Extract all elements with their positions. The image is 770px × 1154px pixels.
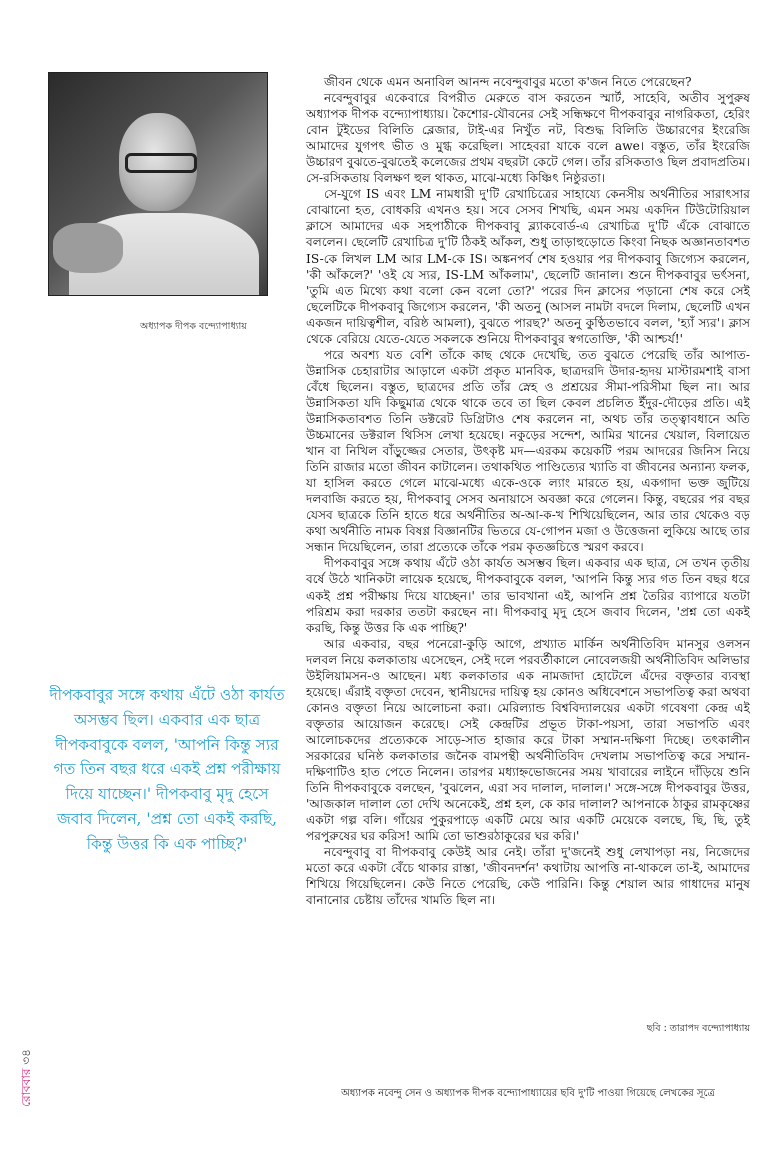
- paragraph: নবেন্দুবাবুর একেবারে বিপরীত মেরুতে বাস করতেন স্মার্ট, সাহেবি, অতীব সুপুরুষ অধ্যাপক দীপক বন্দ্যোপাধ্যায়। কৈশোর-যৌবনের সেই সন্ধিক্ষণে দীপকবাবুর নাগরিকতা, হেরিং বোন টুইডের বিলিতি ব্লেজার, টাই-এর নিখুঁত নট, বিশুদ্ধ বিলিতি উচ্চারণের ইংরেজি আমাদের যুগপৎ ভীত ও মুগ্ধ করেছিল। সাহেবরা যাকে বলে awe। বস্তুত, তাঁর ইংরেজি উচ্চারণ বুঝতে-বুঝতেই কলেজের প্রথম বছরটা কেটে গেল। তাঁর রসিকতাও ছিল প্রবাদপ্রতিম। সে-রসিকতায় বিলক্ষণ হুল থাকত, মাঝে-মধ্যে কিঞ্চিৎ নিষ্ঠুরতা।: [306, 91, 750, 186]
- paragraph: আর একবার, বছর পনেরো-কুড়ি আগে, প্রখ্যাত মার্কিন অর্থনীতিবিদ মানসুর ওলসন দলবল নিয়ে কলকাতায় এসেছেন, সেই দলে পরবর্তীকালে নোবেলজয়ী অর্থনীতিবিদ অলিভার উইলিয়ামসন-ও আছেন। মধ্য কলকাতার এক নামজাদা হোটেলে এঁদের বক্তৃতার ব্যবস্থা হয়েছে। এঁরাই বক্তৃতা দেবেন, স্থানীয়দের দায়িত্ব হয় কোনও অধিবেশনে সভাপতিত্ব করা অথবা কোনও বক্তৃতা নিয়ে আলোচনা করা। মেরিল্যান্ড বিশ্ববিদ্যালয়ের একটা গবেষণা কেন্দ্র এই বক্তৃতার আয়োজন করেছে। সেই কেন্দ্রটির প্রভূত টাকা-পয়সা, তারা সভাপতি এবং আলোচকদের প্রত্যেককে সাড়ে-সাত হাজার করে টাকা সম্মান-দক্ষিণা দিচ্ছে। তৎকালীন সরকারের ঘনিষ্ঠ কলকাতার জনৈক বামপন্থী অর্থনীতিবিদ দেখলাম সভাপতিত্ব করে সম্মান-দক্ষিণাটিও হাত পেতে নিলেন। তারপর মধ্যাহ্নভোজনের সময় খাবারের লাইনে দাঁড়িয়ে শুনি তিনি দীপকবাবুকে বলছেন, 'বুঝলেন, এরা সব দালাল, দালাল।' সঙ্গে-সঙ্গে দীপকবাবুর উত্তর, 'আজকাল দালাল তো দেখি অনেকেই, প্রশ্ন হল, কে কার দালাল? আপনাকে ঠাকুর রামকৃষ্ণের একটা গল্প বলি। গাঁয়ের পুকুরপাড়ে একটি মেয়ে আর একটি মেয়েকে বলছে, ছি, ছি, তুই পরপুরুষের ঘর করিস! আমি তো ভাশুরঠাকুরের ঘর করি।': [306, 636, 750, 844]
- magazine-name: রোববার: [19, 1068, 33, 1107]
- footer-caption: অধ্যাপক নবেন্দু সেন ও অধ্যাপক দীপক বন্দ্যোপাধ্যায়ের ছবি দু'টি পাওয়া গিয়েছে লেখকের সূত্রে: [341, 1088, 715, 1099]
- paragraph: পরে অবশ্য যত বেশি তাঁকে কাছ থেকে দেখেছি, তত বুঝতে পেরেছি তাঁর আপাত-উন্নাসিক চেহারাটার আড়ালে একটা প্রকৃত মানবিক, ছাত্রদরদি উদার-হৃদয় মাস্টারমশাই বাসা বেঁধে ছিলেন। বস্তুত, ছাত্রদের প্রতি তাঁর স্নেহ ও প্রশ্রয়ের সীমা-পরিসীমা ছিল না। আর উন্নাসিকতা যদি কিছুমাত্র থেকে থাকে তবে তা ছিল কেবল প্রচলিত ইঁদুর-দৌড়ের প্রতি। এই উন্নাসিকতাবশত তিনি ডক্টরেট ডিগ্রিটাও শেষ করলেন না, অথচ তাঁর তত্ত্বাবধানে অতি উচ্চমানের ডক্টরাল থিসিস লেখা হয়েছে। নকুড়ের সন্দেশ, আমির খানের খেয়াল, বিলায়েত খান বা নিখিল বাঁড়ুজ্জের সেতার, উৎকৃষ্ট মদ—এরকম কয়েকটি পরম আদরের জিনিস নিয়ে তিনি রাজার মতো জীবন কাটালেন। তথাকথিত পাণ্ডিত্যের খ্যাতি বা জীবনের অন্যান্য ফলক, যা হাসিল করতে গেলে মাঝে-মধ্যে একে-ওকে ল্যাং মারতে হয়, একগাদা ভক্ত জুটিয়ে দলবাজি করতে হয়, দীপকবাবু সেসব অনায়াসে অবজ্ঞা করে গেলেন। কিন্তু, বছরের পর বছর যেসব ছাত্রকে তিনি হাতে ধরে অর্থনীতির অ-আ-ক-খ শিখিয়েছিলেন, আর তার থেকেও বড় কথা অর্থনীতি নামক বিষণ্ণ বিজ্ঞানটির ভিতরে যে-গোপন মজা ও উত্তেজনা লুকিয়ে আছে তার সন্ধান দিয়েছিলেন, তারা প্রত্যেকে তাঁকে পরম কৃতজ্ঞচিত্তে স্মরণ করবে।: [306, 347, 750, 555]
- paragraph: সে-যুগে IS এবং LM নামধারী দু'টি রেখাচিত্রের সাহায্যে কেনসীয় অর্থনীতির সারাৎসার বোঝানো হত, বোধকরি এখনও হয়। সবে সেসব শিখছি, এমন সময় একদিন টিউটোরিয়াল ক্লাসে আমাদের এক সহপাঠীকে দীপকবাবু ব্ল্যাকবোর্ড-এ রেখাচিত্র দু'টি এঁকে বোঝাতে বললেন। ছেলেটি রেখাচিত্র দু'টি ঠিকই আঁকল, শুধু তাড়াহুড়োতে কিংবা নিছক অজ্ঞানতাবশত IS-কে লিখল LM আর LM-কে IS। অঙ্কনপর্ব শেষ হওয়ার পর দীপকবাবু জিগ্যেস করলেন, 'কী আঁকলে?' 'ওই যে স্যর, IS-LM আঁকলাম', ছেলেটি জানাল। শুনে দীপকবাবুর ভর্ৎসনা, 'তুমি এত মিথ্যে কথা বলো কেন বলো তো?' পরের দিন ক্লাসের পড়ানো শেষ করে সেই ছেলেটিকে দীপকবাবু জিগ্যেস করলেন, 'কী অতনু (আসল নামটা বদলে দিলাম, ছেলেটি এখন একজন দায়িত্বশীল, বরিষ্ঠ আমলা), বুঝতে পারছ?' অতনু কুণ্ঠিতভাবে বলল, 'হ্যাঁ স্যর'। ক্লাস থেকে বেরিয়ে যেতে-যেতে সকলকে শুনিয়ে দীপকবাবুর স্বগতোক্তি, 'কী আশ্চর্য!': [306, 187, 750, 346]
- portrait-hand: [53, 223, 123, 273]
- portrait-photo: [48, 72, 268, 296]
- page-folio: [20, 1018, 36, 1138]
- photo-credit: ছবি : তারাপদ বন্দ্যোপাধ্যায়: [646, 1023, 750, 1034]
- paragraph: জীবন থেকে এমন অনাবিল আনন্দ নবেন্দুবাবুর মতো ক'জন নিতে পেরেছেন?: [324, 75, 692, 89]
- portrait-glasses: [125, 153, 197, 173]
- pull-quote: দীপকবাবুর সঙ্গে কথায় এঁটে ওঠা কার্যত অসম্ভব ছিল। একবার এক ছাত্র দীপকবাবুকে বলল, 'আপনি কিন্তু স্যর গত তিন বছর ধরে একই প্রশ্ন পরীক্ষায় দিয়ে যাচ্ছেন।' দীপকবাবু মৃদু হেসে জবাব দিলেন, 'প্রশ্ন তো একই করছি, কিন্তু উত্তর কি এক পাচ্ছি?': [49, 686, 285, 853]
- page-number: ৩৪: [19, 1049, 33, 1065]
- paragraph: নবেন্দুবাবু বা দীপকবাবু কেউই আর নেই। তাঁরা দু'জনেই শুধু লেখাপড়া নয়, নিজেদের মতো করে একটা বেঁচে থাকার রাস্তা, 'জীবনদর্শন' কথাটায় আপত্তি না-থাকলে তা-ই, আমাদের শিখিয়ে গিয়েছিলেন। কেউ নিতে পেরেছি, কেউ পারিনি। কিন্তু শেয়াল আর গাধাদের মানুষ বানানোর চেষ্টায় তাঁদের খামতি ছিল না।: [306, 845, 750, 908]
- article-body: [306, 74, 750, 908]
- photo-caption: অধ্যাপক দীপক বন্দ্যোপাধ্যায়: [140, 321, 247, 332]
- paragraph: দীপকবাবুর সঙ্গে কথায় এঁটে ওঠা কার্যত অসম্ভব ছিল। একবার এক ছাত্র, সে তখন তৃতীয় বর্ষে উঠে খানিকটা লায়েক হয়েছে, দীপকবাবুকে বলল, 'আপনি কিন্তু স্যর গত তিন বছর ধরে একই প্রশ্ন পরীক্ষায় দিয়ে যাচ্ছেন।' তার ভাবখানা এই, আপনি প্রশ্ন তৈরির ব্যাপারে যতটা পরিশ্রম করা দরকার ততটা করছেন না। দীপকবাবু মৃদু হেসে জবাব দিলেন, 'প্রশ্ন তো একই করছি, কিন্তু উত্তর কি এক পাচ্ছি?': [306, 556, 750, 635]
